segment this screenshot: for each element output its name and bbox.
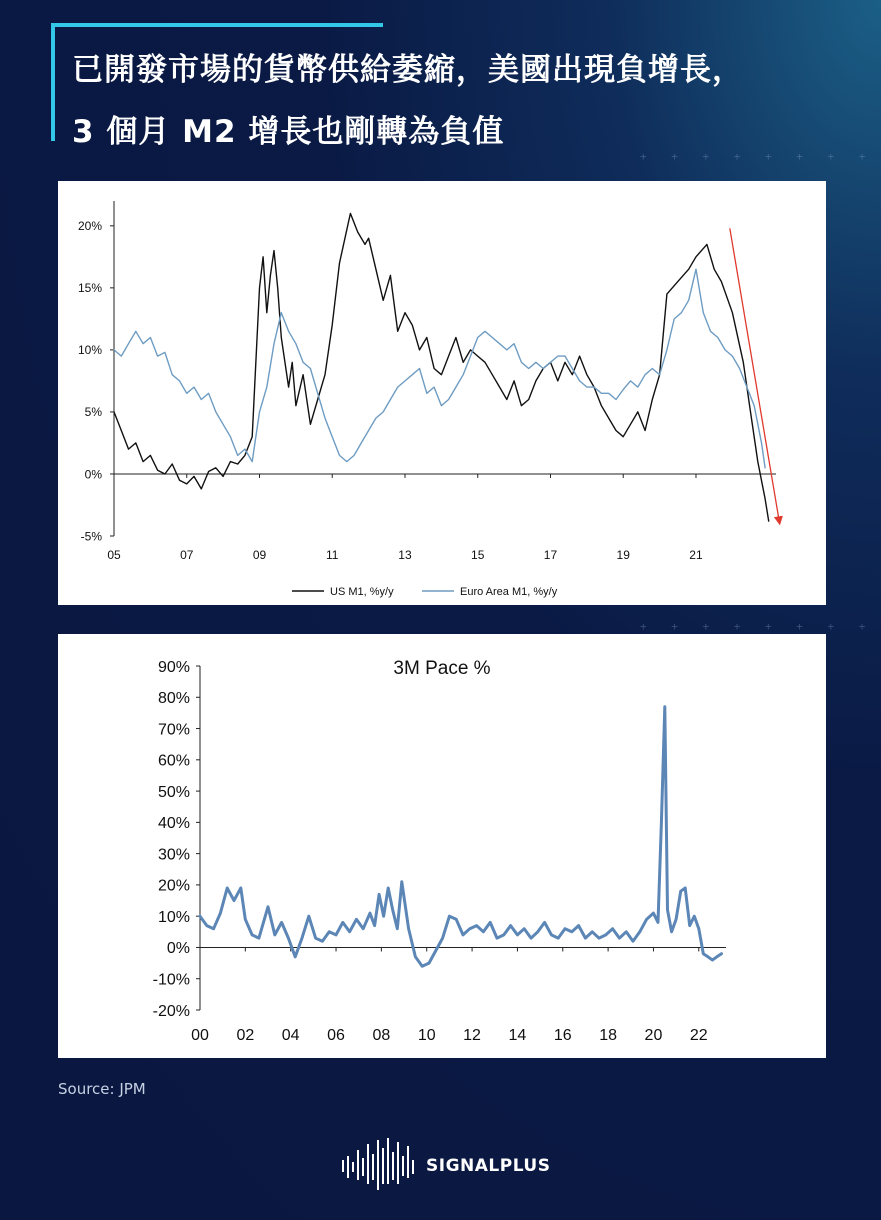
- decorative-dots: + + + + + + + +: [640, 150, 875, 163]
- x-tick-label: 17: [543, 548, 558, 562]
- y-tick-label: -20%: [152, 1002, 190, 1020]
- y-tick-label: 15%: [77, 281, 102, 296]
- x-tick-label: 05: [107, 548, 121, 562]
- source-note: Source: JPM: [58, 1080, 146, 1098]
- chart-title: 3M Pace %: [393, 658, 491, 679]
- x-tick-label: 15: [471, 548, 485, 562]
- y-tick-label: 70%: [157, 721, 190, 739]
- brand-logo: [340, 1136, 570, 1196]
- x-tick-label: 00: [191, 1027, 209, 1044]
- page-title-line-2: 3 個月 M2 增長也剛轉為負值: [72, 114, 505, 150]
- chart-panel-m2-pace: [58, 634, 826, 1058]
- x-tick-label: 06: [327, 1027, 345, 1044]
- x-tick-label: 04: [281, 1027, 300, 1044]
- page-title-line-1: 已開發市場的貨幣供給萎縮，美國出現負增長，: [72, 52, 744, 88]
- x-tick-label: 12: [463, 1027, 481, 1044]
- y-tick-label: -10%: [152, 971, 190, 989]
- series-line-1: [200, 707, 722, 967]
- x-tick-label: 21: [689, 548, 703, 562]
- y-tick-label: 20%: [157, 877, 190, 895]
- x-tick-label: 11: [326, 548, 339, 562]
- chart-us-euro-m1: [58, 181, 826, 605]
- y-tick-label: -5%: [80, 529, 102, 544]
- y-tick-label: 30%: [157, 846, 190, 864]
- trend-arrow: [730, 228, 780, 523]
- chart-legend: [292, 586, 558, 598]
- title-accent-line: [51, 23, 383, 27]
- x-tick-label: 14: [508, 1027, 527, 1044]
- legend-label-1: US M1, %y/y: [330, 586, 394, 598]
- chart-panel-m1: [58, 181, 826, 605]
- decorative-dots: + + + + + + + +: [640, 620, 875, 633]
- y-tick-label: 80%: [157, 690, 190, 708]
- chart-m2-3m-pace: [58, 634, 826, 1058]
- legend-label-2: Euro Area M1, %y/y: [460, 586, 558, 598]
- y-tick-label: 0%: [166, 940, 190, 958]
- y-tick-label: 20%: [77, 219, 102, 234]
- series-line-2: [114, 269, 765, 468]
- y-tick-label: 10%: [157, 908, 190, 926]
- x-tick-label: 09: [252, 548, 267, 562]
- brand-name: SIGNALPLUS: [426, 1156, 551, 1176]
- y-tick-label: 40%: [157, 815, 190, 833]
- series-line-1: [114, 213, 769, 521]
- x-tick-label: 08: [372, 1027, 391, 1044]
- y-tick-label: 50%: [157, 783, 190, 801]
- title-accent-bar: [51, 23, 55, 141]
- y-tick-label: 10%: [77, 343, 102, 358]
- signal-bars-icon: [340, 1136, 420, 1196]
- x-tick-label: 02: [236, 1027, 255, 1044]
- y-tick-label: 0%: [84, 467, 102, 482]
- x-tick-label: 10: [417, 1027, 436, 1044]
- x-tick-label: 19: [616, 548, 630, 562]
- x-tick-label: 20: [644, 1027, 663, 1044]
- x-tick-label: 16: [553, 1027, 572, 1044]
- y-tick-label: 5%: [84, 405, 102, 420]
- x-tick-label: 13: [398, 548, 412, 562]
- y-tick-label: 60%: [157, 752, 190, 770]
- y-tick-label: 90%: [157, 658, 190, 676]
- x-tick-label: 18: [599, 1027, 618, 1044]
- x-tick-label: 22: [689, 1027, 708, 1044]
- x-tick-label: 07: [180, 548, 194, 562]
